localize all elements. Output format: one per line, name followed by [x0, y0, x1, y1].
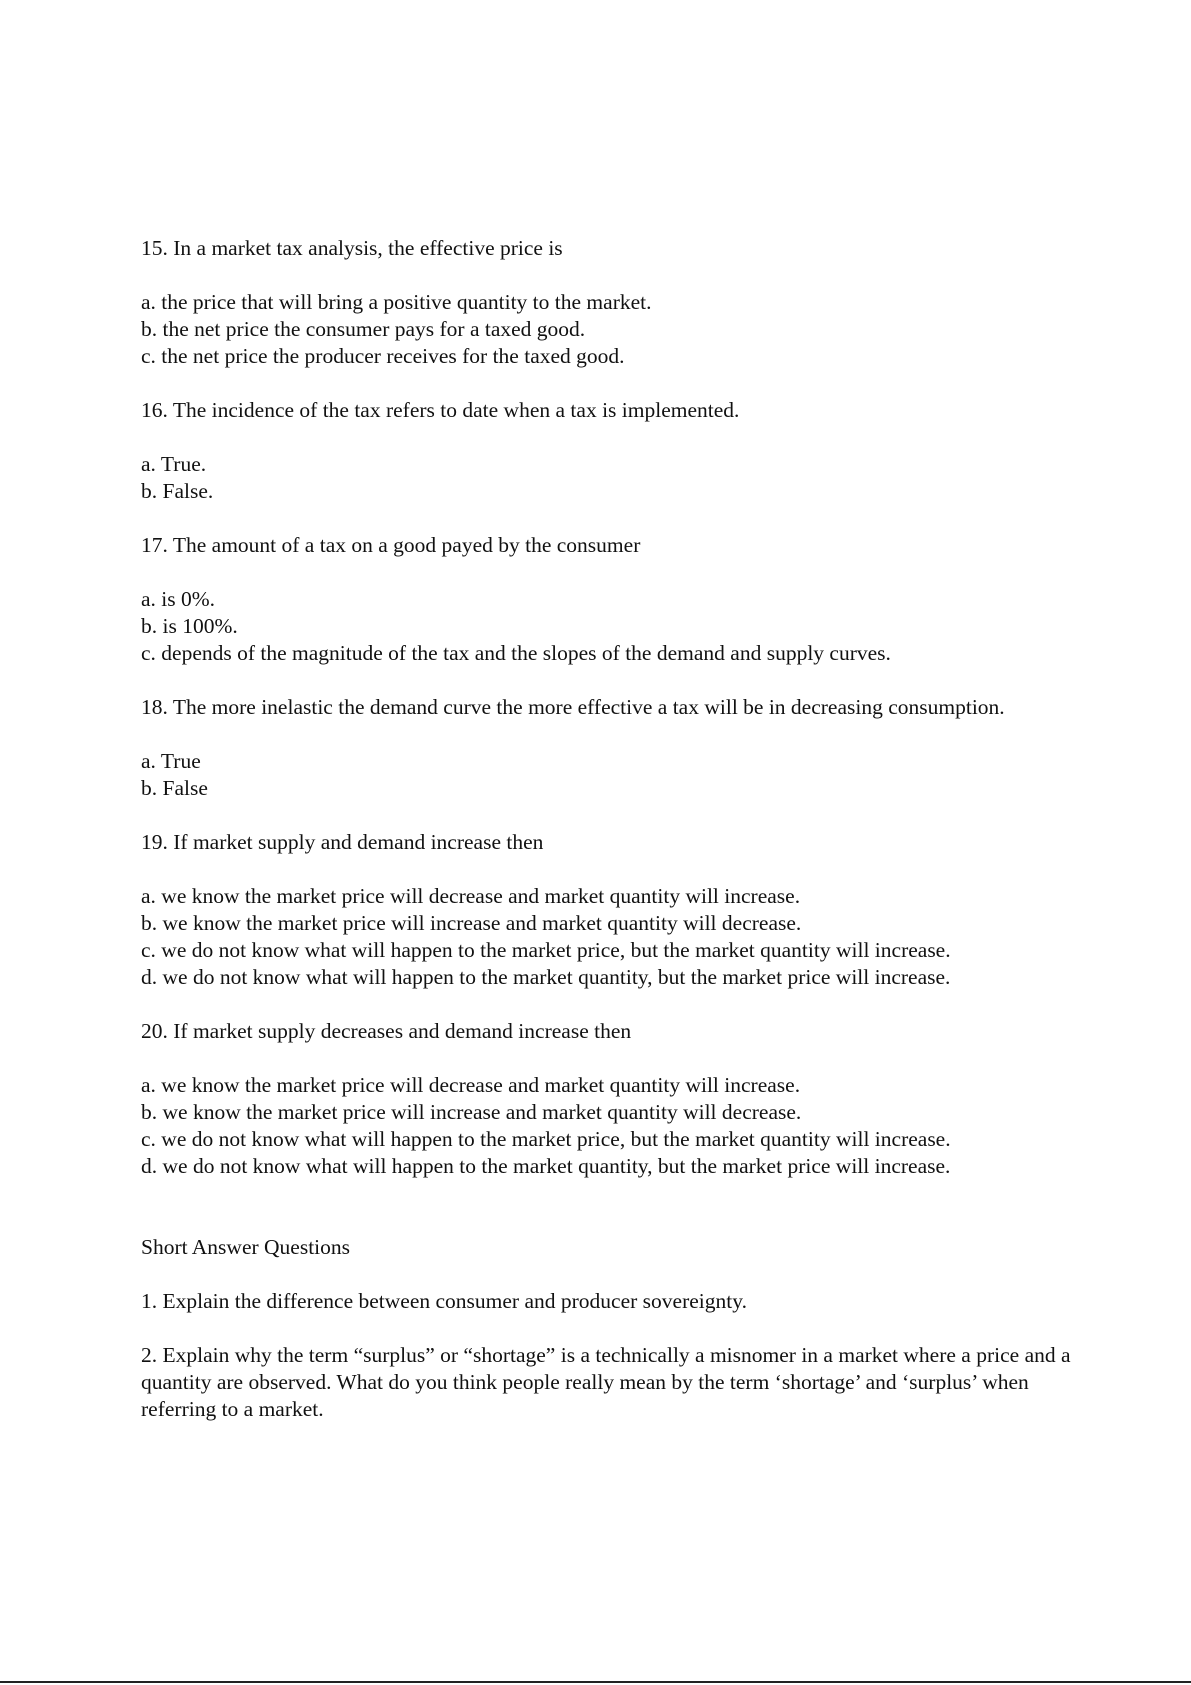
answer-options [141, 748, 1081, 802]
answer-options [141, 1072, 1081, 1180]
answer-option: a. we know the market price will decrease and market quantity will increase. [141, 1073, 801, 1097]
answer-option: c. depends of the magnitude of the tax and the slopes of the demand and supply curves. [141, 641, 891, 665]
answer-option: a. True. [141, 452, 207, 476]
answer-option: a. the price that will bring a positive quantity to the market. [141, 290, 652, 314]
question-prompt: 19. If market supply and demand increase then [141, 830, 544, 854]
answer-option: a. we know the market price will decrease and market quantity will increase. [141, 884, 801, 908]
short-answer-item: 1. Explain the difference between consumer and producer sovereignty. [141, 1289, 747, 1313]
answer-option: b. False. [141, 479, 214, 503]
question-prompt: 18. The more inelastic the demand curve the more effective a tax will be in decreasing consumption. [141, 695, 1005, 719]
answer-option: c. the net price the producer receives for the taxed good. [141, 344, 625, 368]
answer-option: a. is 0%. [141, 587, 216, 611]
answer-option: b. is 100%. [141, 614, 238, 638]
question-16 [141, 397, 1081, 505]
short-answer-heading: Short Answer Questions [141, 1235, 351, 1259]
answer-option: b. we know the market price will increase and market quantity will decrease. [141, 1100, 802, 1124]
answer-option: a. True [141, 749, 201, 773]
answer-option: b. False [141, 776, 208, 800]
question-20 [141, 1018, 1081, 1180]
answer-options [141, 289, 1081, 370]
question-prompt: 15. In a market tax analysis, the effective price is [141, 236, 563, 260]
question-18 [141, 694, 1081, 802]
answer-option: d. we do not know what will happen to the market quantity, but the market price will increase. [141, 1154, 951, 1178]
answer-options [141, 451, 1081, 505]
answer-options [141, 586, 1081, 667]
answer-option: b. we know the market price will increase and market quantity will decrease. [141, 911, 802, 935]
answer-option: d. we do not know what will happen to the market quantity, but the market price will increase. [141, 965, 951, 989]
answer-option: b. the net price the consumer pays for a taxed good. [141, 317, 586, 341]
question-prompt: 16. The incidence of the tax refers to date when a tax is implemented. [141, 398, 740, 422]
document-page [141, 235, 1081, 1450]
question-15 [141, 235, 1081, 370]
answer-options [141, 883, 1081, 991]
question-17 [141, 532, 1081, 667]
page-bottom-rule [0, 1681, 1191, 1683]
answer-option: c. we do not know what will happen to the market price, but the market quantity will increase. [141, 1127, 951, 1151]
question-prompt: 20. If market supply decreases and demand increase then [141, 1019, 632, 1043]
question-prompt: 17. The amount of a tax on a good payed by the consumer [141, 533, 641, 557]
answer-option: c. we do not know what will happen to the market price, but the market quantity will increase. [141, 938, 951, 962]
question-19 [141, 829, 1081, 991]
short-answer-item: 2. Explain why the term “surplus” or “shortage” is a technically a misnomer in a market where a price and a quantity are observed. What do you think people really mean by the term ‘shortage’ and ‘surplus’ when referring to a market. [141, 1343, 1071, 1421]
